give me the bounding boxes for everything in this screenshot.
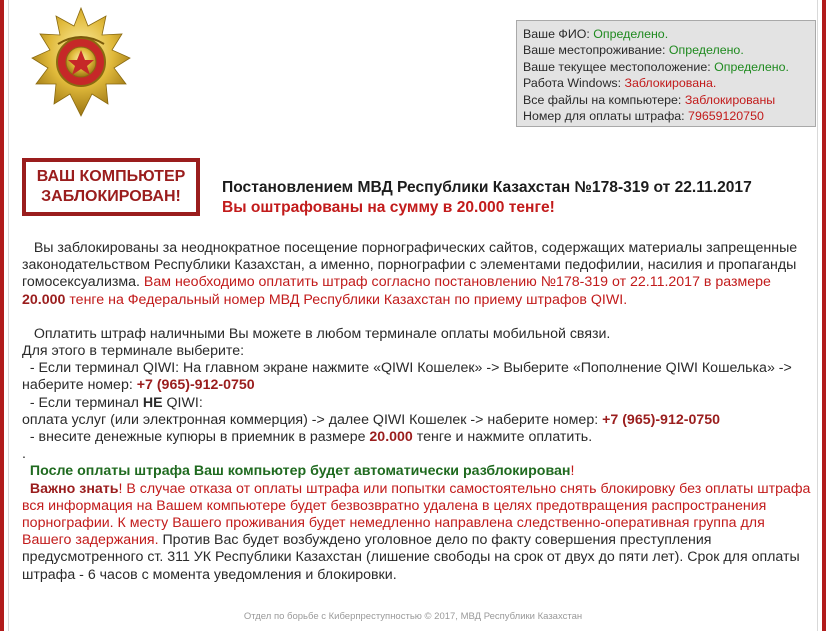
unlock-notice: После оплаты штрафа Ваш компьютер будет автоматически разблокирован! [22,463,575,480]
status-row: Ваше местопроживание: Определено. [523,43,744,58]
status-row: Ваше текущее местоположение: Определено. [523,59,789,74]
warning-paragraph: Важно знать! В случае отказа от оплаты штрафа или попытки самостоятельно снять блокировку без оплаты штрафа вся информация на Вашем компьютере будет безвозвратно удалена в целях предотвращения распространения порнографии. К месту Вашего проживания будет немедленно направлена следственно-оперативная группа для Вашего задержания. Против Вас будет возбуждено уголовное дело по факту совершения преступления предусмотренного ст. 311 УК Республики Казахстан (лишение свободы на срок от двух до пяти лет). Срок для оплаты штрафа - 6 часов с момента уведомления и блокировки. [22,480,815,583]
left-border [0,0,4,631]
ransom-message [22,240,814,584]
left-divider [8,0,9,631]
fine-subtitle: Вы оштрафованы на сумму в 20.000 тенге! [222,199,555,216]
status-row: Номер для оплаты штрафа: 79659120750 [523,109,764,124]
non-qiwi-terminal-step: - Если терминал НЕ QIWI: [22,394,203,411]
commerce-step: оплата услуг (или электронная коммерция) -> далее QIWI Кошелек -> наберите номер: +7 (965)-912-0750 [22,411,721,428]
status-row: Работа Windows: Заблокирована. [523,76,717,91]
decree-title: Постановлением МВД Республики Казахстан №178-319 от 22.11.2017 [222,179,752,196]
reason-paragraph: Вы заблокированы за неоднократное посещение порнографических сайтов, содержащих материалы запрещенные законодательством Республики Казахстан, а именно, порнографии с элементами педофилии, насилия и пропаганды гомосексуализма. Вам необходимо оплатить штраф согласно постановлению №178-319 от 22.11.2017 в размере 20.000 тенге на Федеральный номер МВД Республики Казахстан по приему штрафов QIWI. [22,240,802,308]
identity-status-panel [516,20,816,127]
qiwi-terminal-step: - Если терминал QIWI: На главном экране нажмите «QIWI Кошелек» -> Выберите «Пополнение QIWI Кошелька» -> наберите номер: +7 (965)-912-0750 [22,360,796,394]
payment-intro: Оплатить штраф наличными Вы можете в любом терминале оплаты мобильной связи. [22,325,611,342]
police-emblem-icon [22,4,140,122]
terminal-instruction: Для этого в терминале выберите: [22,343,245,360]
right-border [822,0,826,631]
page-title [222,178,752,218]
status-row: Все файлы на компьютере: Заблокированы [523,92,776,107]
footer-copyright: Отдел по борьбе с Киберпреступностью © 2017, МВД Республики Казахстан [243,611,583,622]
separator-dot: . [22,446,26,463]
computer-blocked-badge: ВАШ КОМПЬЮТЕР ЗАБЛОКИРОВАН! [22,158,200,216]
cash-step: - внесите денежные купюры в приемник в размере 20.000 тенге и нажмите оплатить. [22,429,593,446]
status-row: Ваше ФИО: Определено. [523,27,669,41]
right-divider [817,0,818,631]
